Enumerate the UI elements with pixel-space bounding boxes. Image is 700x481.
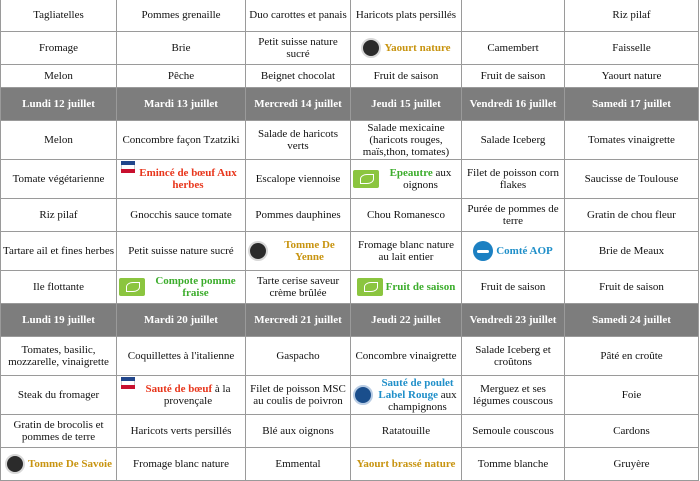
menu-cell: Fromage blanc nature au lait entier: [351, 232, 462, 271]
organic-label-icon: [353, 170, 379, 188]
day-header: Samedi 17 juillet: [565, 88, 699, 121]
menu-cell: Ratatouille: [351, 415, 462, 448]
terroir-seal-icon: [361, 38, 381, 58]
menu-cell: Yaourt brassé nature: [351, 448, 462, 481]
viande-bovine-francaise-icon: [121, 377, 135, 389]
organic-label-icon: [357, 278, 383, 296]
menu-cell: Concombre façon Tzatziki: [117, 121, 246, 160]
menu-cell: Gruyère: [565, 448, 699, 481]
menu-cell: Gratin de brocolis et pommes de terre: [1, 415, 117, 448]
menu-cell: Escalope viennoise: [246, 160, 351, 199]
menu-cell: Riz pilaf: [1, 199, 117, 232]
menu-cell: Coquillettes à l'italienne: [117, 337, 246, 376]
menu-cell: Filet de poisson corn flakes: [462, 160, 565, 199]
menu-cell: Tartare ail et fines herbes: [1, 232, 117, 271]
table-row: [1, 337, 699, 376]
menu-cell: Gnocchis sauce tomate: [117, 199, 246, 232]
menu-cell: Saucisse de Toulouse: [565, 160, 699, 199]
menu-cell: Emincé de bœuf Aux herbes: [117, 160, 246, 199]
menu-cell: Merguez et ses légumes couscous: [462, 376, 565, 415]
table-row: [1, 0, 699, 32]
day-header: Mercredi 21 juillet: [246, 304, 351, 337]
menu-cell: Melon: [1, 121, 117, 160]
day-header: Lundi 12 juillet: [1, 88, 117, 121]
menu-cell: Blé aux oignons: [246, 415, 351, 448]
menu-cell: Tomme blanche: [462, 448, 565, 481]
menu-cell: Haricots verts persillés: [117, 415, 246, 448]
menu-cell: Faisselle: [565, 32, 699, 65]
menu-cell: Cardons: [565, 415, 699, 448]
menu-cell: Pâté en croûte: [565, 337, 699, 376]
day-header: Mercredi 14 juillet: [246, 88, 351, 121]
week-header-row: [1, 304, 699, 337]
menu-cell: Fruit de saison: [462, 65, 565, 88]
table-row: [1, 160, 699, 199]
menu-cell: Filet de poisson MSC au coulis de poivron: [246, 376, 351, 415]
menu-cell: Fromage: [1, 32, 117, 65]
menu-cell: Petit suisse nature sucré: [246, 32, 351, 65]
menu-cell: Fruit de saison: [565, 271, 699, 304]
menu-cell: Duo carottes et panais: [246, 0, 351, 32]
menu-cell: Beignet chocolat: [246, 65, 351, 88]
table-row: [1, 376, 699, 415]
menu-cell: Fruit de saison: [351, 65, 462, 88]
menu-cell: Tomates, basilic, mozzarelle, vinaigrette: [1, 337, 117, 376]
menu-cell: [462, 0, 565, 32]
menu-cell: Yaourt nature: [565, 65, 699, 88]
menu-cell: Tarte cerise saveur crème brûlée: [246, 271, 351, 304]
menu-cell: Salade Iceberg: [462, 121, 565, 160]
day-header: Mardi 20 juillet: [117, 304, 246, 337]
day-header: Mardi 13 juillet: [117, 88, 246, 121]
menu-cell: Tagliatelles: [1, 0, 117, 32]
menu-cell: Camembert: [462, 32, 565, 65]
aop-label-icon: [473, 241, 493, 261]
viande-bovine-francaise-icon: [121, 161, 135, 173]
day-header: Vendredi 23 juillet: [462, 304, 565, 337]
menu-cell: Tomme De Yenne: [246, 232, 351, 271]
menu-cell: Compote pomme fraise: [117, 271, 246, 304]
menu-cell: Petit suisse nature sucré: [117, 232, 246, 271]
table-row: [1, 448, 699, 481]
table-row: [1, 121, 699, 160]
menu-cell: Riz pilaf: [565, 0, 699, 32]
menu-cell: Semoule couscous: [462, 415, 565, 448]
menu-cell: Pêche: [117, 65, 246, 88]
organic-label-icon: [119, 278, 145, 296]
day-header: Vendredi 16 juillet: [462, 88, 565, 121]
menu-cell: Sauté de poulet Label Rouge aux champignons: [351, 376, 462, 415]
menu-cell: Gaspacho: [246, 337, 351, 376]
menu-cell: Salade de haricots verts: [246, 121, 351, 160]
menu-cell: Salade Iceberg et croûtons: [462, 337, 565, 376]
menu-cell: Gratin de chou fleur: [565, 199, 699, 232]
table-row: [1, 199, 699, 232]
table-row: [1, 32, 699, 65]
menu-cell: Brie de Meaux: [565, 232, 699, 271]
menu-cell: Fruit de saison: [351, 271, 462, 304]
menu-cell: Tomate végétarienne: [1, 160, 117, 199]
menu-cell: Purée de pommes de terre: [462, 199, 565, 232]
day-header: Jeudi 15 juillet: [351, 88, 462, 121]
menu-cell: Foie: [565, 376, 699, 415]
table-row: [1, 415, 699, 448]
terroir-seal-icon: [248, 241, 268, 261]
menu-cell: Ile flottante: [1, 271, 117, 304]
table-row: [1, 65, 699, 88]
menu-cell: Comté AOP: [462, 232, 565, 271]
menu-cell: Steak du fromager: [1, 376, 117, 415]
menu-cell: Melon: [1, 65, 117, 88]
menu-cell: Tomme De Savoie: [1, 448, 117, 481]
menu-cell: Emmental: [246, 448, 351, 481]
day-header: Lundi 19 juillet: [1, 304, 117, 337]
menu-cell: Pommes grenaille: [117, 0, 246, 32]
menu-cell: Chou Romanesco: [351, 199, 462, 232]
day-header: Jeudi 22 juillet: [351, 304, 462, 337]
menu-cell: Epeautre aux oignons: [351, 160, 462, 199]
menu-cell: Pommes dauphines: [246, 199, 351, 232]
menu-cell: Brie: [117, 32, 246, 65]
table-row: [1, 271, 699, 304]
menu-cell: Fruit de saison: [462, 271, 565, 304]
menu-cell: Sauté de bœuf à la provençale: [117, 376, 246, 415]
terroir-seal-icon: [5, 454, 25, 474]
menu-cell: Salade mexicaine (haricots rouges, maïs,thon, tomates): [351, 121, 462, 160]
table-row: [1, 232, 699, 271]
menu-cell: Yaourt nature: [351, 32, 462, 65]
label-rouge-icon: [353, 385, 373, 405]
menu-cell: Haricots plats persillés: [351, 0, 462, 32]
menu-cell: Fromage blanc nature: [117, 448, 246, 481]
menu-cell: Tomates vinaigrette: [565, 121, 699, 160]
week-header-row: [1, 88, 699, 121]
day-header: Samedi 24 juillet: [565, 304, 699, 337]
menu-cell: Concombre vinaigrette: [351, 337, 462, 376]
